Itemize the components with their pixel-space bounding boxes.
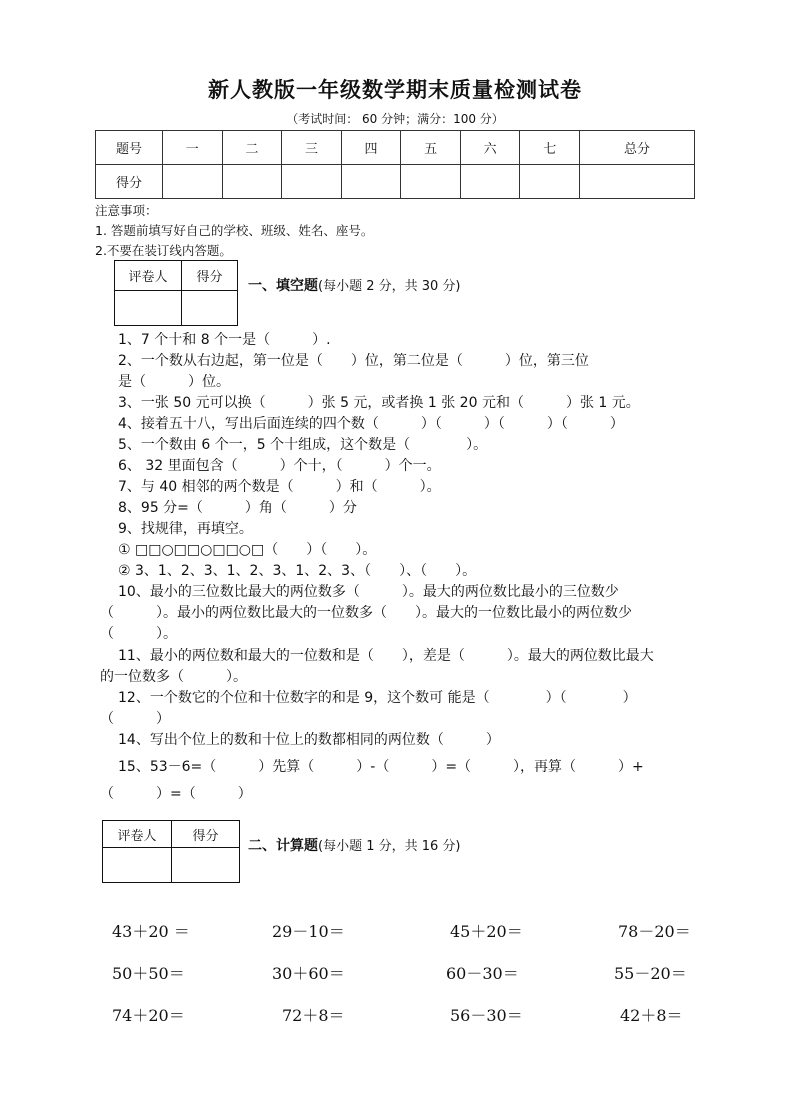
question-line: （ ）。 bbox=[100, 626, 177, 642]
question-line: 4、接着五十八，写出后面连续的四个数（ ）（ ）（ ）（ ） bbox=[118, 416, 624, 432]
note-item: 2.不要在装订线内答题。 bbox=[95, 243, 232, 258]
grader-reviewer-cell[interactable] bbox=[103, 848, 172, 883]
grader-reviewer-cell[interactable] bbox=[115, 291, 182, 326]
score-cell[interactable] bbox=[401, 165, 461, 199]
calc-problem: 29－10＝ bbox=[272, 922, 345, 941]
calc-problem: 74＋20＝ bbox=[112, 1006, 185, 1025]
calc-problem: 60－30＝ bbox=[446, 964, 519, 983]
grader-reviewer-label: 评卷人 bbox=[103, 821, 172, 848]
score-header-cell: 总分 bbox=[580, 131, 695, 165]
calc-problem: 30＋60＝ bbox=[272, 964, 345, 983]
question-line: 5、一个数由 6 个一，5 个十组成，这个数是（ ）。 bbox=[118, 437, 488, 453]
score-cell[interactable] bbox=[580, 165, 695, 199]
question-line: 8、95 分=（ ）角（ ）分 bbox=[118, 500, 357, 516]
question-line: ② 3、1、2、3、1、2、3、1、2、3、（ ）、（ ）。 bbox=[118, 563, 477, 579]
score-header-cell: 一 bbox=[163, 131, 223, 165]
question-line: 6、 32 里面包含（ ）个十，（ ）个一。 bbox=[118, 458, 441, 474]
grader-box-section2 bbox=[102, 820, 240, 883]
question-line: 1、7 个十和 8 个一是（ ）. bbox=[118, 332, 331, 348]
calc-problem: 78－20＝ bbox=[618, 922, 691, 941]
calc-problem: 42＋8＝ bbox=[620, 1006, 683, 1025]
grader-score-cell[interactable] bbox=[182, 291, 238, 326]
grader-reviewer-label: 评卷人 bbox=[115, 261, 182, 291]
section2-note: (每小题 1 分，共 16 分) bbox=[318, 839, 461, 854]
score-cell[interactable] bbox=[163, 165, 223, 199]
question-line: 的一位数多（ ）。 bbox=[100, 669, 247, 685]
section1-heading bbox=[248, 275, 461, 295]
score-header-cell: 二 bbox=[222, 131, 282, 165]
score-cell[interactable] bbox=[282, 165, 342, 199]
section1-title: 一、填空题 bbox=[248, 278, 318, 294]
question-line: 7、与 40 相邻的两个数是（ ）和（ ）。 bbox=[118, 479, 441, 495]
question-line: 14、写出个位上的数和十位上的数都相同的两位数（ ） bbox=[118, 732, 500, 748]
section1-note: (每小题 2 分，共 30 分) bbox=[318, 279, 461, 294]
score-header-cell: 三 bbox=[282, 131, 342, 165]
score-header-cell: 题号 bbox=[96, 131, 163, 165]
score-header-cell: 七 bbox=[520, 131, 580, 165]
score-header-cell: 六 bbox=[460, 131, 520, 165]
grader-box-section1 bbox=[114, 260, 238, 326]
score-cell[interactable] bbox=[341, 165, 401, 199]
notes-heading: 注意事项： bbox=[95, 203, 158, 218]
question-line: （ ）=（ ） bbox=[100, 786, 252, 802]
question-line: 10、最小的三位数比最大的两位数多（ ）。最大的两位数比最小的三位数少 bbox=[118, 584, 619, 600]
question-line: 11、最小的两位数和最大的一位数和是（ ），差是（ ）。最大的两位数比最大 bbox=[118, 648, 654, 664]
calc-problem: 55－20＝ bbox=[614, 964, 687, 983]
section2-heading bbox=[248, 835, 461, 855]
exam-info: （考试时间： 60 分钟；满分：100 分） bbox=[286, 112, 504, 126]
question-line: ① □□○□□○□□○□（ ）（ ）。 bbox=[118, 542, 377, 558]
grader-score-label: 得分 bbox=[172, 821, 240, 848]
question-line: （ ）。最小的两位数比最大的一位数多（ ）。最大的一位数比最小的两位数少 bbox=[100, 605, 632, 621]
question-line: 是（ ）位。 bbox=[118, 374, 230, 390]
question-line: 9、找规律，再填空。 bbox=[118, 521, 253, 537]
question-line: 15、53－6=（ ）先算（ ）-（ ）=（ ），再算（ ）+ bbox=[118, 759, 644, 775]
question-line: 2、一个数从右边起，第一位是（ ）位，第二位是（ ）位，第三位 bbox=[118, 353, 589, 369]
score-row-label: 得分 bbox=[96, 165, 163, 199]
score-header-cell: 四 bbox=[341, 131, 401, 165]
score-header-cell: 五 bbox=[401, 131, 461, 165]
score-cell[interactable] bbox=[520, 165, 580, 199]
score-table-header-row bbox=[96, 131, 695, 165]
score-table-row bbox=[96, 165, 695, 199]
grader-score-label: 得分 bbox=[182, 261, 238, 291]
note-item: 1. 答题前填写好自己的学校、班级、姓名、座号。 bbox=[95, 223, 374, 238]
score-cell[interactable] bbox=[222, 165, 282, 199]
calc-problem: 45＋20＝ bbox=[450, 922, 523, 941]
calc-problem: 56－30＝ bbox=[450, 1006, 523, 1025]
question-line: （ ） bbox=[100, 711, 170, 727]
score-table bbox=[95, 130, 695, 199]
question-line: 3、一张 50 元可以换（ ）张 5 元，或者换 1 张 20 元和（ ）张 1 元。 bbox=[118, 395, 640, 411]
calc-problem: 72＋8＝ bbox=[282, 1006, 345, 1025]
section2-title: 二、计算题 bbox=[248, 838, 318, 854]
calc-problem: 50＋50＝ bbox=[112, 964, 185, 983]
grader-score-cell[interactable] bbox=[172, 848, 240, 883]
question-line: 12、一个数它的个位和十位数字的和是 9，这个数可 能是（ ）（ ） bbox=[118, 690, 637, 706]
score-cell[interactable] bbox=[460, 165, 520, 199]
calc-problem: 43＋20 ＝ bbox=[112, 922, 190, 941]
page-title: 新人教版一年级数学期末质量检测试卷 bbox=[208, 77, 582, 102]
